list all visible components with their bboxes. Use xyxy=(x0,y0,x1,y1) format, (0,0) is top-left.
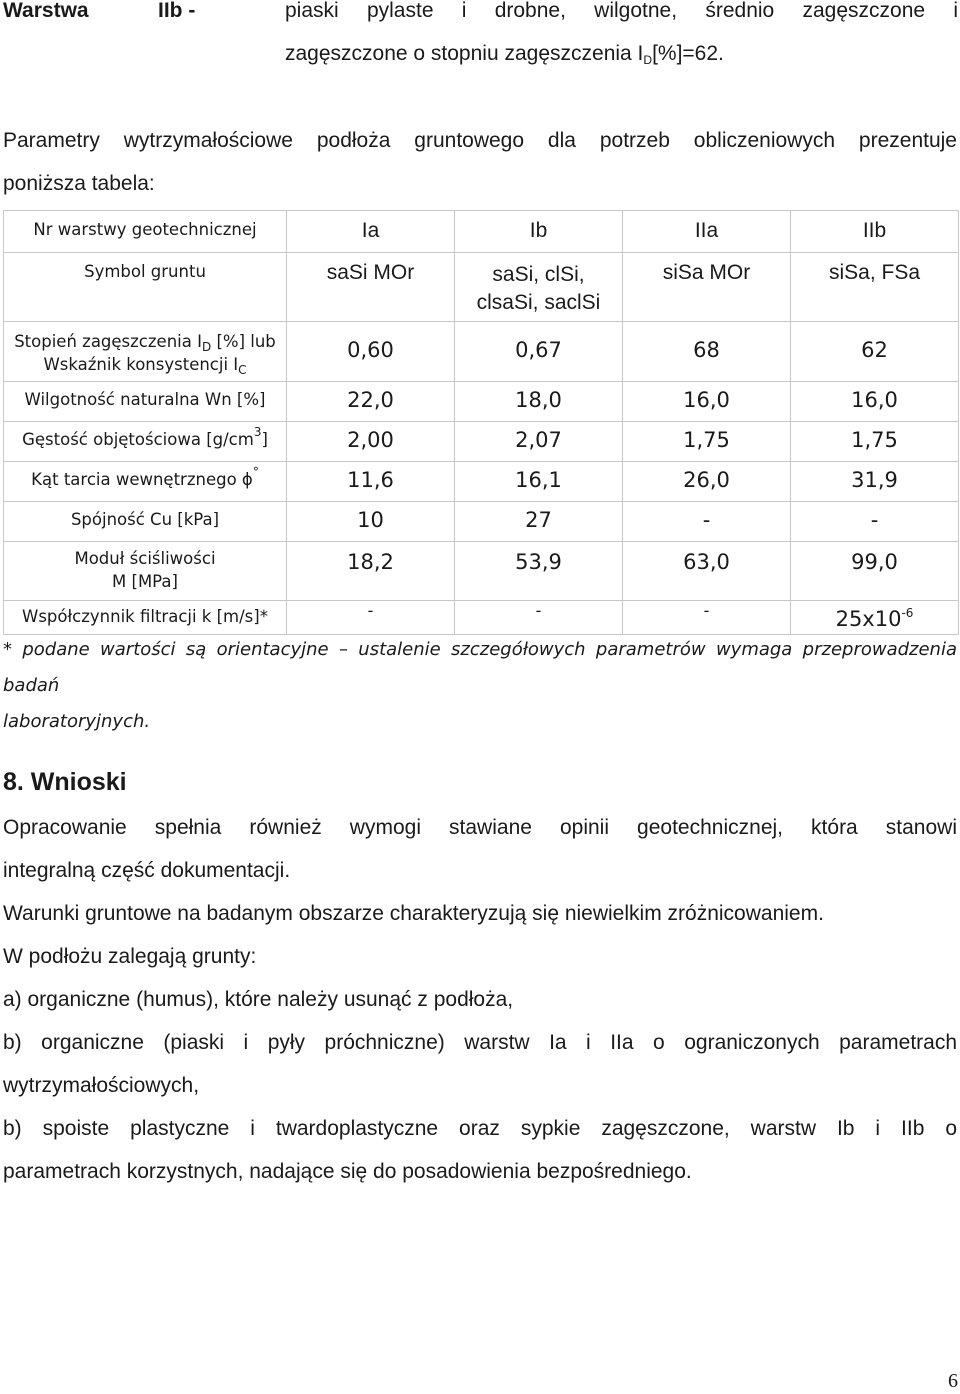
layer-description xyxy=(3,0,960,67)
layer-label: Warstwa xyxy=(3,0,89,22)
table-cell: 16,0 xyxy=(791,382,959,422)
table-cell: 16,0 xyxy=(623,382,791,422)
table-cell: 2,07 xyxy=(455,422,623,462)
table-cell: 11,6 xyxy=(287,462,455,502)
table-cell: $25x10^{-6}$ xyxy=(791,601,959,635)
paragraph-line: W podłożu zalegają grunty: xyxy=(3,945,257,968)
table-cell: 62 xyxy=(791,322,959,382)
paragraph-line: Opracowanie spełnia również wymogi stawiane opinii geotechnicznej, która stanowi xyxy=(3,816,957,839)
table-cell: - xyxy=(623,502,791,542)
soil-parameters-table xyxy=(3,210,959,635)
layer-desc-line2: zagęszczone o stopniu zagęszczenia $I_D[\%]=62$. xyxy=(285,42,724,67)
list-item-continued: wytrzymałościowych, xyxy=(3,1074,200,1097)
table-cell: 68 xyxy=(623,322,791,382)
row-label: Wilgotność naturalna Wn [%] xyxy=(4,382,287,422)
table-cell: 53,9 xyxy=(455,542,623,601)
table-cell: 26,0 xyxy=(623,462,791,502)
table-cell: 18,2 xyxy=(287,542,455,601)
intro-paragraph xyxy=(3,119,957,205)
table-cell: saSi, clSi, clsaSi, saclSi xyxy=(455,253,623,322)
list-item: b) spoiste plastyczne i twardoplastyczne oraz sypkie zagęszczone, warstw Ib i IIb o xyxy=(3,1117,957,1140)
table-row xyxy=(4,382,959,422)
table-cell: siSa MOr xyxy=(623,253,791,322)
paragraph-line: Warunki gruntowe na badanym obszarze charakteryzują się niewielkim zróżnicowaniem. xyxy=(3,902,824,925)
table-cell: - xyxy=(791,502,959,542)
footnote-line1: * podane wartości są orientacyjne – ustalenie szczegółowych parametrów wymaga przeprowadzenia badań xyxy=(3,639,957,696)
intro-line1: Parametry wytrzymałościowe podłoża gruntowego dla potrzeb obliczeniowych prezentuje xyxy=(3,129,957,152)
table-cell: 0,67 xyxy=(455,322,623,382)
table-cell: 18,0 xyxy=(455,382,623,422)
list-item: a) organiczne (humus), które należy usunąć z podłoża, xyxy=(3,988,514,1011)
table-cell: 2,00 xyxy=(287,422,455,462)
table-cell: siSa, FSa xyxy=(791,253,959,322)
intro-line2: poniższa tabela: xyxy=(3,172,155,195)
row-label: Symbol gruntu xyxy=(4,253,287,322)
table-cell: 99,0 xyxy=(791,542,959,601)
table-cell: 63,0 xyxy=(623,542,791,601)
row-label: Spójność Cu [kPa] xyxy=(4,502,287,542)
table-cell: - xyxy=(287,601,455,635)
page-number: 6 xyxy=(948,1370,958,1392)
paragraph-line: integralną część dokumentacji. xyxy=(3,859,291,882)
table-cell: 10 xyxy=(287,502,455,542)
column-header: Ib xyxy=(455,211,623,253)
table-cell: saSi MOr xyxy=(287,253,455,322)
column-header: IIb xyxy=(791,211,959,253)
row-label: Kąt tarcia wewnętrznego ϕ° xyxy=(4,462,287,502)
table-row xyxy=(4,542,959,601)
section-heading: 8. Wnioski xyxy=(3,768,127,796)
header-label-cell: Nr warstwy geotechnicznej xyxy=(4,211,287,253)
table-row xyxy=(4,422,959,462)
table-cell: 31,9 xyxy=(791,462,959,502)
row-label: Stopień zagęszczenia $I_D$ [%] lub Wskaźnik konsystencji $I_C$ xyxy=(4,322,287,382)
list-item: b) organiczne (piaski i pyły próchniczne) warstw Ia i IIa o ograniczonych parametrach xyxy=(3,1031,957,1054)
conclusions-text xyxy=(3,806,957,1193)
table-cell: 27 xyxy=(455,502,623,542)
row-label: Moduł ściśliwości M [MPa] xyxy=(4,542,287,601)
column-header: IIa xyxy=(623,211,791,253)
table-cell: 1,75 xyxy=(791,422,959,462)
table-cell: 22,0 xyxy=(287,382,455,422)
table-row xyxy=(4,502,959,542)
column-header: Ia xyxy=(287,211,455,253)
table-cell: - xyxy=(455,601,623,635)
layer-desc-line1: piaski pylaste i drobne, wilgotne, średnio zagęszczone i xyxy=(285,0,958,22)
table-row xyxy=(4,601,959,635)
layer-id: IIb - xyxy=(158,0,196,22)
row-label: Gęstość objętościowa $[g/cm^3]$ xyxy=(4,422,287,462)
table-cell: - xyxy=(623,601,791,635)
table-cell: 0,60 xyxy=(287,322,455,382)
list-item-continued: parametrach korzystnych, nadające się do posadowienia bezpośredniego. xyxy=(3,1160,692,1183)
table-footnote xyxy=(3,632,957,740)
table-row xyxy=(4,211,959,253)
table-cell: 1,75 xyxy=(623,422,791,462)
footnote-line2: laboratoryjnych. xyxy=(3,711,151,732)
table-cell: 16,1 xyxy=(455,462,623,502)
table-row xyxy=(4,253,959,322)
table-row xyxy=(4,462,959,502)
table-row xyxy=(4,322,959,382)
row-label: Współczynnik filtracji k [m/s]* xyxy=(4,601,287,635)
